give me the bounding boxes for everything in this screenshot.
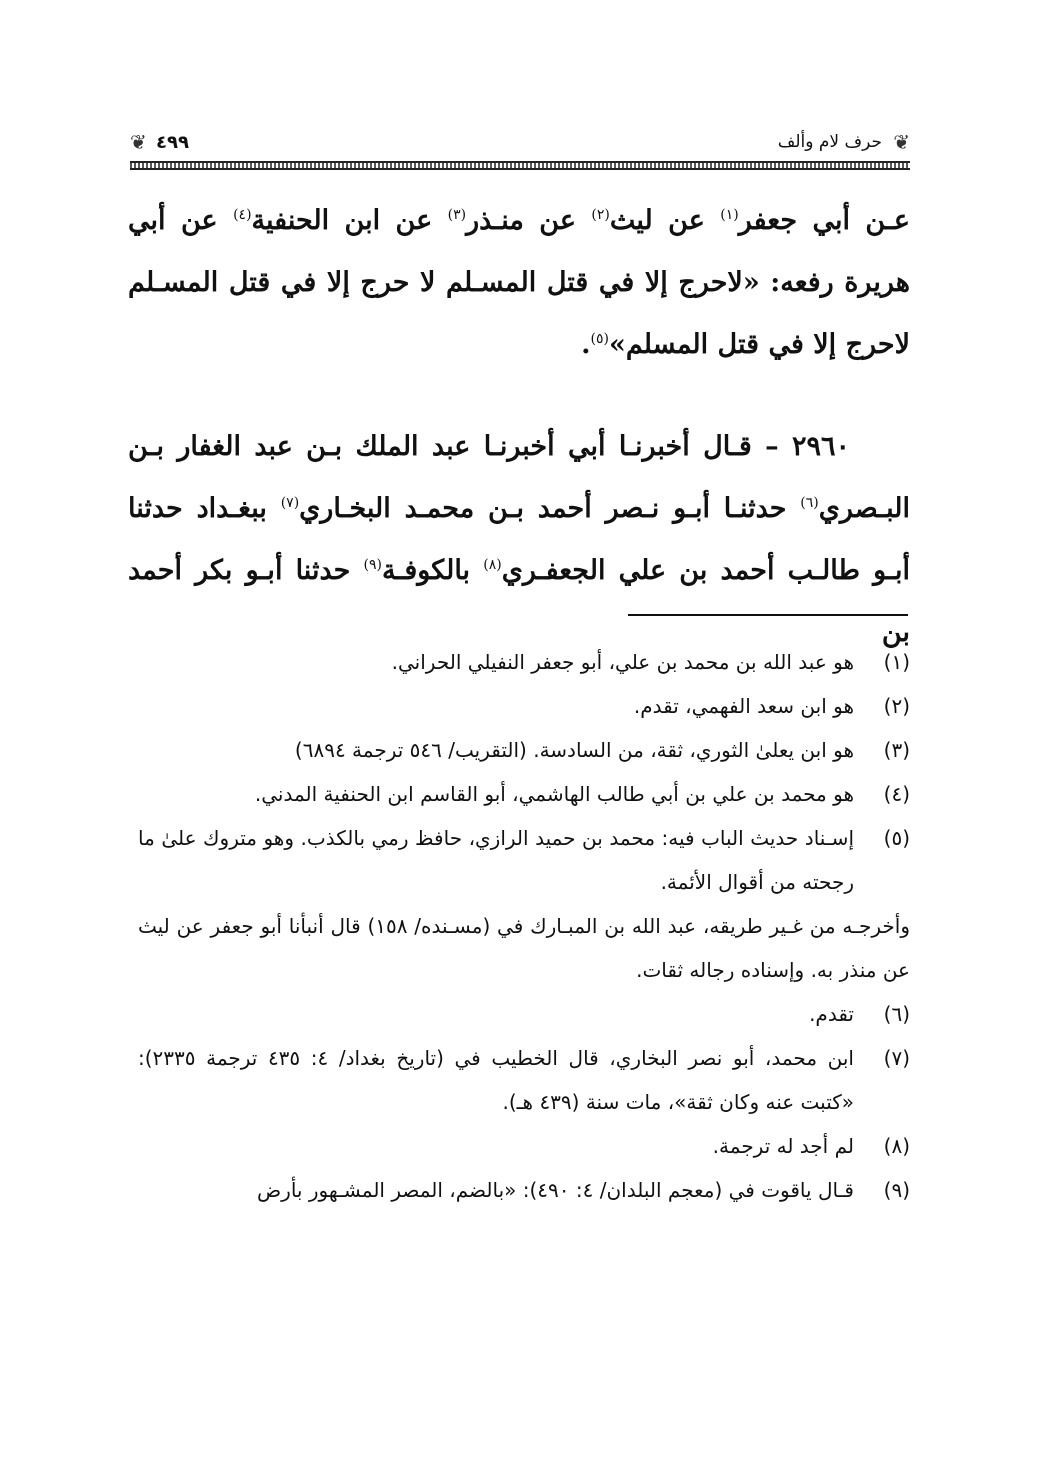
footnote-text: إسـناد حديث الباب فيه: محمد بن حميد الرازي، حافظ رمي بالكذب. وهو متروك علىٰ ما رجحته من أقوال الأئمة. (138, 826, 854, 894)
footnote (138, 1168, 910, 1212)
text-run: حدثنـا أبـو نـصر أحمد بـن محمـد البخـاري (299, 493, 801, 524)
footnote-separator (628, 614, 908, 616)
footnote-ref: (٦) (800, 495, 819, 511)
footnote-number: (٨) (883, 1134, 910, 1158)
ornament-icon: ❦ (893, 130, 910, 154)
text-run: ببغـداد حدثنا أبـو طالـب أحمد بن علي الجعفـري (128, 493, 910, 586)
ornament-icon: ❦ (130, 130, 147, 154)
footnote-number: (٥) (883, 826, 910, 850)
footnote-ref: (٨) (483, 557, 502, 573)
running-header (130, 130, 910, 170)
footnotes (138, 640, 910, 1212)
paragraph-1 (128, 190, 910, 376)
paragraph-2 (128, 416, 910, 664)
footnote-text: هو ابن يعلىٰ الثوري، ثقة، من السادسة. (التقريب/ ٥٤٦ ترجمة ٦٨٩٤) (294, 738, 854, 762)
footnote-continuation: وأخرجـه من غـير طريقه، عبد الله بن المبـارك في (مسـنده/ ١٥٨) قال أنبأنا أبو جعفر عن ليث عن منذر به. وإسناده رجاله ثقات. (138, 914, 910, 982)
footnote-text: هو ابن سعد الفهمي، تقدم. (633, 694, 854, 718)
footnote (138, 772, 910, 816)
text-run: ٢٩٦٠ – قـال أخبرنـا أبي أخبرنـا عبد الملك بـن عبد الغفار بـن البـصري (128, 431, 910, 524)
footnote (138, 728, 910, 772)
footnote-ref: (٤) (233, 207, 252, 223)
footnote-number: (١) (883, 650, 910, 674)
footnote-ref: (٥) (590, 331, 609, 347)
text-run: عن ليث (609, 205, 721, 236)
main-text (128, 190, 910, 664)
footnote-ref: (٢) (591, 207, 610, 223)
footnote-ref: (٩) (363, 557, 382, 573)
footnote-text: قـال ياقوت في (معجم البلدان/ ٤: ٤٩٠): «بالضم، المصر المشـهور بأرض (256, 1178, 854, 1202)
footnote (138, 640, 910, 684)
footnote (138, 992, 910, 1036)
text-run: عـن أبي جعفر (738, 205, 910, 236)
footnote-number: (٢) (883, 694, 910, 718)
text-run: عن ابن الحنفية (251, 205, 448, 236)
footnote-ref: (١) (720, 207, 739, 223)
text-run: حدثنا أبـو بكر أحمد بن (128, 555, 910, 648)
hadith-text: «لاحرج إلا في قتل المسـلم لا حرج إلا في قتل المسـلم لاحرج إلا في قتل المسلم» (128, 267, 910, 360)
footnote-number: (٩) (883, 1178, 910, 1202)
footnote-number: (٦) (883, 1002, 910, 1026)
footnote-text: هو محمد بن علي بن أبي طالب الهاشمي، أبو القاسم ابن الحنفية المدني. (254, 782, 854, 806)
footnote (138, 684, 910, 728)
footnote-number: (٤) (883, 782, 910, 806)
chapter-title: حرف لام وألف (777, 132, 882, 152)
footnote (138, 1036, 910, 1124)
footnote-ref: (٧) (280, 495, 300, 511)
text-run: . (581, 329, 591, 360)
footnote-text: هو عبد الله بن محمد بن علي، أبو جعفر النفيلي الحراني. (391, 650, 854, 674)
footnote-ref: (٣) (447, 207, 467, 223)
text-run: عن منـذر (466, 205, 592, 236)
text-run: عن أبي هريرة رفعه: (128, 205, 910, 298)
footnote-text: لم أجد له ترجمة. (712, 1134, 854, 1158)
footnote-number: (٧) (883, 1046, 910, 1070)
page-number: ٤٩٩ (156, 132, 189, 153)
footnote-text: تقدم. (809, 1002, 854, 1026)
text-run: بالكوفـة (381, 555, 484, 586)
header-rule (130, 161, 910, 170)
footnote (138, 816, 910, 904)
footnote (138, 1124, 910, 1168)
footnote-text: ابن محمد، أبو نصر البخاري، قال الخطيب في (تاريخ بغداد/ ٤: ٤٣٥ ترجمة ٢٣٣٥): «كتبت عنه وكان ثقة»، مات سنة (٤٣٩ هـ). (138, 1046, 854, 1114)
footnote-number: (٣) (883, 738, 910, 762)
